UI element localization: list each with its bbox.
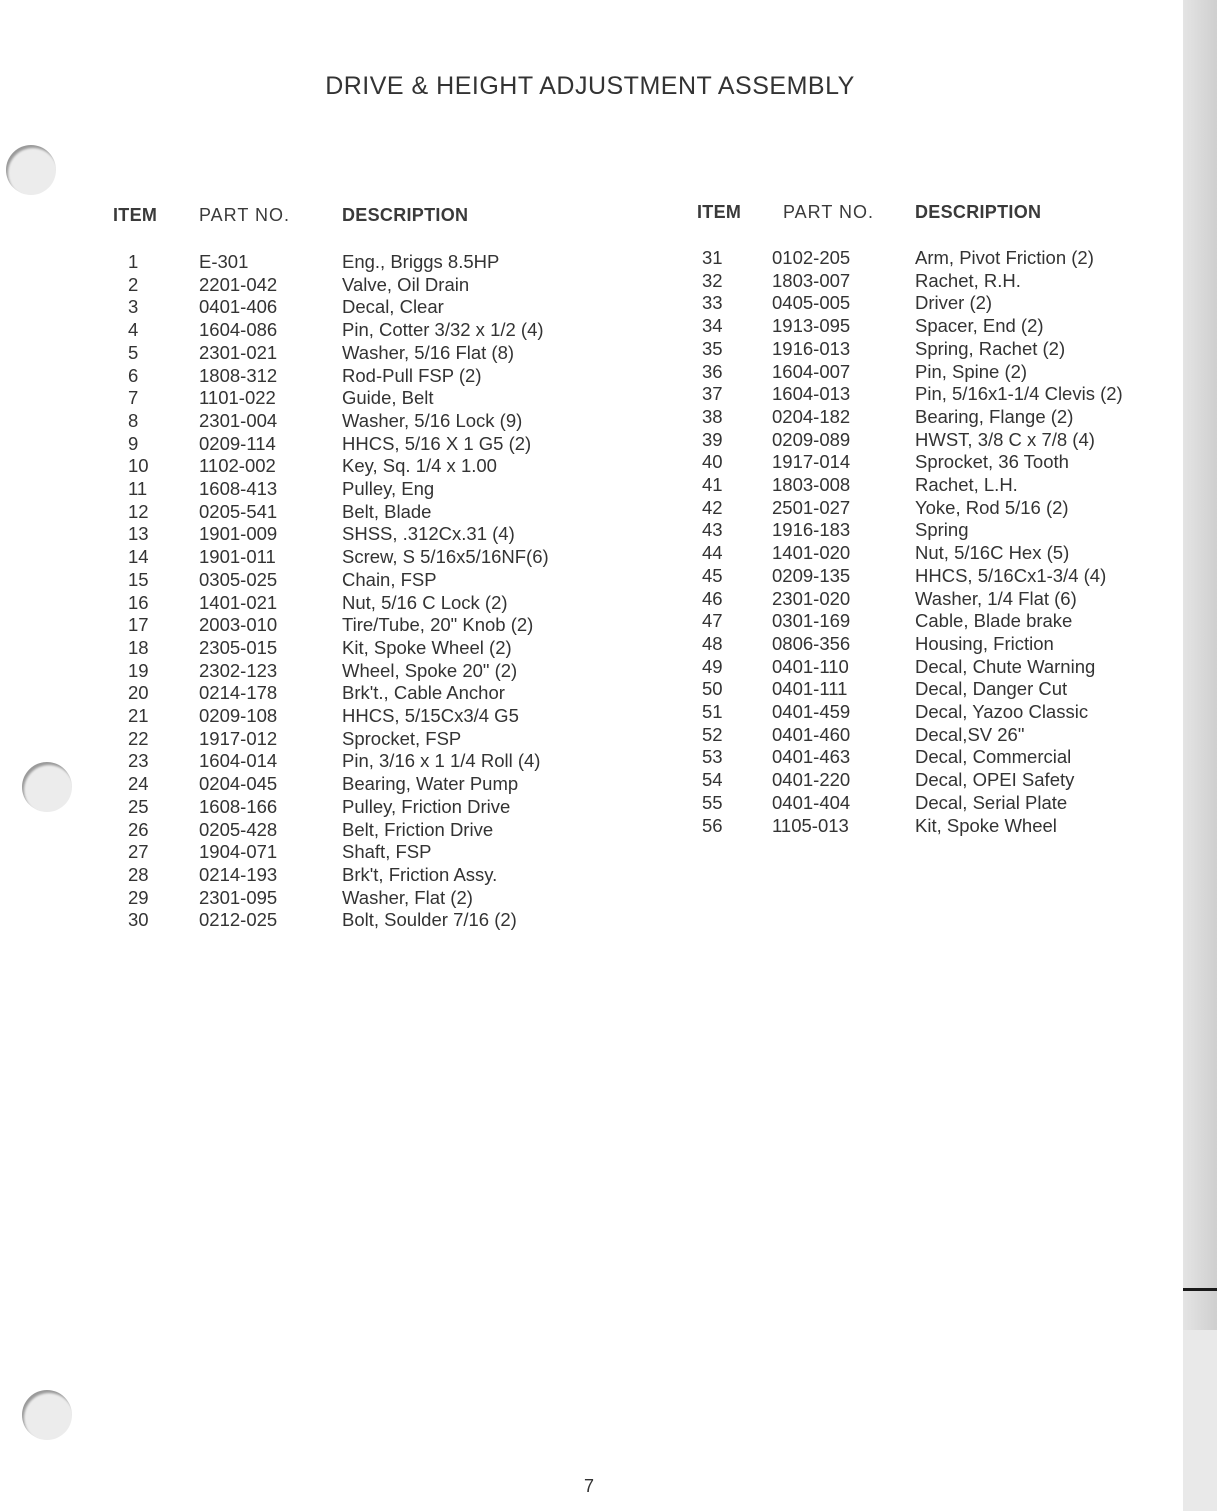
cell-description: Decal, Chute Warning [915, 655, 1096, 677]
table-row [702, 792, 1155, 815]
cell-item: 16 [128, 591, 149, 613]
cell-item: 56 [702, 814, 723, 836]
table-row [128, 796, 582, 819]
cell-item: 28 [128, 863, 149, 885]
table-row [702, 724, 1155, 747]
table-row [128, 387, 582, 410]
cell-part-no: 2003-010 [199, 614, 278, 636]
left-header-description: DESCRIPTION [342, 205, 469, 225]
cell-description: Pulley, Eng [342, 478, 435, 500]
cell-part-no: 0209-135 [772, 564, 851, 586]
page-edge [1183, 0, 1217, 1511]
table-row [128, 342, 582, 365]
cell-description: Decal, OPEI Safety [915, 769, 1075, 791]
cell-part-no: 1808-312 [199, 364, 278, 386]
cell-part-no: 0806-356 [772, 632, 851, 654]
cell-part-no: 1917-012 [199, 727, 278, 749]
cell-item: 32 [702, 269, 723, 291]
parts-table-right [702, 247, 1155, 837]
table-row [702, 588, 1155, 611]
cell-item: 26 [128, 818, 149, 840]
cell-item: 34 [702, 315, 723, 337]
cell-item: 42 [702, 496, 723, 518]
table-row [128, 433, 582, 456]
cell-description: HHCS, 5/15Cx3/4 G5 [342, 705, 519, 727]
cell-description: Chain, FSP [342, 568, 437, 590]
cell-part-no: 2501-027 [772, 496, 851, 518]
cell-item: 52 [702, 723, 723, 745]
cell-part-no: 0401-460 [772, 723, 851, 745]
cell-part-no: 2301-020 [772, 587, 851, 609]
cell-description: Kit, Spoke Wheel (2) [342, 636, 512, 658]
cell-description: Pin, 3/16 x 1 1/4 Roll (4) [342, 750, 541, 772]
cell-description: Pin, Spine (2) [915, 360, 1028, 382]
cell-description: Nut, 5/16C Hex (5) [915, 542, 1070, 564]
cell-item: 19 [128, 659, 149, 681]
cell-part-no: 0205-541 [199, 500, 278, 522]
cell-part-no: 2301-095 [199, 886, 278, 908]
cell-part-no: 0205-428 [199, 818, 278, 840]
table-row [128, 819, 582, 842]
cell-description: Screw, S 5/16x5/16NF(6) [342, 546, 549, 568]
table-row [702, 292, 1155, 315]
cell-description: Spacer, End (2) [915, 315, 1044, 337]
cell-description: Bolt, Soulder 7/16 (2) [342, 909, 517, 931]
cell-description: Rod-Pull FSP (2) [342, 364, 482, 386]
page-edge-line [1183, 1288, 1217, 1291]
cell-description: Spring, Rachet (2) [915, 337, 1066, 359]
cell-item: 53 [702, 746, 723, 768]
cell-part-no: 1608-166 [199, 795, 278, 817]
cell-description: HWST, 3/8 C x 7/8 (4) [915, 428, 1095, 450]
cell-part-no: 1803-008 [772, 474, 851, 496]
cell-item: 24 [128, 773, 149, 795]
cell-description: Rachet, L.H. [915, 474, 1018, 496]
table-row [702, 746, 1155, 769]
cell-description: Decal, Serial Plate [915, 791, 1068, 813]
cell-item: 14 [128, 546, 149, 568]
cell-description: Washer, Flat (2) [342, 886, 473, 908]
cell-part-no: 1917-014 [772, 451, 851, 473]
table-row [128, 365, 582, 388]
cell-item: 48 [702, 632, 723, 654]
left-header-item: ITEM [113, 205, 158, 225]
cell-part-no: 0305-025 [199, 568, 278, 590]
cell-item: 38 [702, 405, 723, 427]
cell-description: Pin, Cotter 3/32 x 1/2 (4) [342, 319, 544, 341]
cell-description: Guide, Belt [342, 387, 434, 409]
page-number: 7 [584, 1476, 595, 1496]
cell-part-no: 1608-413 [199, 478, 278, 500]
cell-part-no: 1916-183 [772, 519, 851, 541]
cell-description: Washer, 1/4 Flat (6) [915, 587, 1077, 609]
table-row [128, 410, 582, 433]
cell-item: 37 [702, 383, 723, 405]
cell-description: Decal,SV 26" [915, 723, 1025, 745]
cell-part-no: 0301-169 [772, 610, 851, 632]
table-row [128, 637, 582, 660]
cell-part-no: 0401-459 [772, 701, 851, 723]
cell-part-no: 2302-123 [199, 659, 278, 681]
right-header-description: DESCRIPTION [915, 202, 1042, 222]
cell-description: Bearing, Water Pump [342, 773, 519, 795]
cell-part-no: 1604-013 [772, 383, 851, 405]
cell-description: HHCS, 5/16Cx1-3/4 (4) [915, 564, 1107, 586]
table-row [702, 519, 1155, 542]
table-row [702, 315, 1155, 338]
cell-part-no: 1604-014 [199, 750, 278, 772]
table-row [128, 614, 582, 637]
cell-part-no: 0214-178 [199, 682, 278, 704]
cell-item: 23 [128, 750, 149, 772]
cell-part-no: 0209-114 [199, 432, 276, 454]
page-title: DRIVE & HEIGHT ADJUSTMENT ASSEMBLY [325, 72, 855, 100]
table-row [128, 773, 582, 796]
cell-description: Key, Sq. 1/4 x 1.00 [342, 455, 497, 477]
cell-item: 6 [128, 364, 139, 386]
cell-description: Pulley, Friction Drive [342, 795, 511, 817]
cell-part-no: 1105-013 [772, 814, 849, 836]
cell-part-no: 1604-007 [772, 360, 851, 382]
table-row [128, 909, 582, 932]
cell-item: 5 [128, 341, 139, 363]
table-row [702, 633, 1155, 656]
cell-part-no: 1901-009 [199, 523, 278, 545]
table-row [702, 701, 1155, 724]
table-row [128, 501, 582, 524]
cell-item: 45 [702, 564, 723, 586]
table-row [128, 274, 582, 297]
cell-item: 33 [702, 292, 723, 314]
table-row [128, 478, 582, 501]
cell-part-no: 2301-004 [199, 409, 278, 431]
cell-part-no: 0214-193 [199, 863, 278, 885]
cell-part-no: 0401-110 [772, 655, 849, 677]
table-row [702, 678, 1155, 701]
cell-part-no: 0401-406 [199, 296, 278, 318]
cell-item: 47 [702, 610, 723, 632]
cell-item: 2 [128, 273, 139, 295]
table-row [702, 451, 1155, 474]
cell-item: 1 [128, 251, 139, 272]
cell-item: 15 [128, 568, 149, 590]
table-row [702, 542, 1155, 565]
cell-item: 49 [702, 655, 723, 677]
table-row [128, 682, 582, 705]
table-row [128, 251, 582, 274]
cell-item: 11 [128, 478, 148, 500]
cell-item: 9 [128, 432, 139, 454]
cell-item: 13 [128, 523, 149, 545]
parts-table-left [128, 251, 582, 932]
cell-part-no: 0102-205 [772, 247, 851, 268]
cell-item: 4 [128, 319, 139, 341]
cell-item: 41 [702, 474, 723, 496]
cell-part-no: 1803-007 [772, 269, 851, 291]
cell-part-no: 1401-021 [199, 591, 278, 613]
table-row [128, 864, 582, 887]
cell-item: 55 [702, 791, 723, 813]
cell-item: 8 [128, 409, 139, 431]
cell-part-no: 1916-013 [772, 337, 851, 359]
cell-description: Pin, 5/16x1-1/4 Clevis (2) [915, 383, 1123, 405]
table-row [128, 296, 582, 319]
cell-part-no: 1904-071 [199, 841, 278, 863]
table-row [702, 361, 1155, 384]
cell-description: Nut, 5/16 C Lock (2) [342, 591, 508, 613]
table-row [128, 887, 582, 910]
table-row [128, 569, 582, 592]
cell-description: Rachet, R.H. [915, 269, 1021, 291]
cell-description: Sprocket, FSP [342, 727, 462, 749]
table-row [702, 769, 1155, 792]
cell-item: 35 [702, 337, 723, 359]
cell-part-no: 0401-463 [772, 746, 851, 768]
table-row [128, 523, 582, 546]
binder-hole-top [6, 145, 56, 195]
cell-item: 30 [128, 909, 149, 931]
cell-part-no: 0401-111 [772, 678, 848, 700]
cell-description: Decal, Yazoo Classic [915, 701, 1089, 723]
cell-part-no: 0401-220 [772, 769, 851, 791]
page-edge-shade [1183, 1330, 1217, 1511]
cell-description: Housing, Friction [915, 632, 1054, 654]
cell-part-no: 0209-108 [199, 705, 278, 727]
cell-description: Washer, 5/16 Lock (9) [342, 409, 523, 431]
cell-description: Sprocket, 36 Tooth [915, 451, 1069, 473]
cell-description: Cable, Blade brake [915, 610, 1073, 632]
cell-item: 12 [128, 500, 149, 522]
cell-item: 46 [702, 587, 723, 609]
cell-item: 20 [128, 682, 149, 704]
cell-part-no: E-301 [199, 251, 249, 272]
table-row [702, 497, 1155, 520]
cell-item: 17 [128, 614, 149, 636]
cell-item: 18 [128, 636, 149, 658]
cell-item: 51 [702, 701, 723, 723]
cell-description: Decal, Commercial [915, 746, 1072, 768]
cell-description: Tire/Tube, 20" Knob (2) [342, 614, 534, 636]
cell-item: 31 [702, 247, 723, 268]
cell-part-no: 1604-086 [199, 319, 278, 341]
cell-item: 7 [128, 387, 139, 409]
table-row [128, 705, 582, 728]
cell-item: 10 [128, 455, 149, 477]
binder-hole-middle [22, 762, 72, 812]
cell-part-no: 0209-089 [772, 428, 851, 450]
table-row [702, 565, 1155, 588]
cell-part-no: 0401-404 [772, 791, 851, 813]
cell-description: Valve, Oil Drain [342, 273, 470, 295]
table-row [702, 656, 1155, 679]
cell-item: 43 [702, 519, 723, 541]
cell-part-no: 2301-021 [199, 341, 278, 363]
cell-description: Decal, Clear [342, 296, 444, 318]
table-row [702, 406, 1155, 429]
cell-part-no: 2201-042 [199, 273, 278, 295]
cell-description: Eng., Briggs 8.5HP [342, 251, 500, 272]
cell-item: 39 [702, 428, 723, 450]
table-row [128, 728, 582, 751]
cell-description: Brk't., Cable Anchor [342, 682, 505, 704]
right-header-part-no: PART NO. [783, 202, 875, 222]
cell-item: 22 [128, 727, 149, 749]
cell-item: 36 [702, 360, 723, 382]
cell-part-no: 1101-022 [199, 387, 276, 409]
cell-item: 3 [128, 296, 139, 318]
cell-description: Belt, Blade [342, 500, 432, 522]
left-header-part-no: PART NO. [199, 205, 291, 225]
table-row [128, 455, 582, 478]
cell-item: 27 [128, 841, 149, 863]
table-row [702, 815, 1155, 838]
table-row [702, 383, 1155, 406]
cell-part-no: 1401-020 [772, 542, 851, 564]
table-row [702, 338, 1155, 361]
cell-description: Wheel, Spoke 20" (2) [342, 659, 518, 681]
table-row [702, 429, 1155, 452]
cell-part-no: 0204-182 [772, 405, 851, 427]
table-row [702, 270, 1155, 293]
cell-part-no: 1901-011 [199, 546, 276, 568]
table-row [702, 247, 1155, 270]
cell-description: Driver (2) [915, 292, 993, 314]
cell-part-no: 1102-002 [199, 455, 276, 477]
cell-item: 21 [128, 705, 149, 727]
cell-description: Kit, Spoke Wheel [915, 814, 1057, 836]
cell-description: Brk't, Friction Assy. [342, 863, 498, 885]
cell-description: Arm, Pivot Friction (2) [915, 247, 1094, 268]
cell-description: Shaft, FSP [342, 841, 432, 863]
cell-item: 50 [702, 678, 723, 700]
cell-description: HHCS, 5/16 X 1 G5 (2) [342, 432, 532, 454]
cell-part-no: 2305-015 [199, 636, 278, 658]
cell-part-no: 0405-005 [772, 292, 851, 314]
cell-part-no: 0204-045 [199, 773, 278, 795]
cell-description: Spring [915, 519, 969, 541]
cell-description: Washer, 5/16 Flat (8) [342, 341, 515, 363]
cell-part-no: 1913-095 [772, 315, 851, 337]
cell-description: Bearing, Flange (2) [915, 405, 1074, 427]
binder-hole-bottom [22, 1390, 72, 1440]
cell-item: 44 [702, 542, 723, 564]
table-row [128, 750, 582, 773]
table-row [128, 660, 582, 683]
table-row [128, 841, 582, 864]
cell-item: 40 [702, 451, 723, 473]
cell-description: Yoke, Rod 5/16 (2) [915, 496, 1069, 518]
cell-description: Belt, Friction Drive [342, 818, 494, 840]
table-row [128, 546, 582, 569]
table-row [128, 319, 582, 342]
table-row [702, 610, 1155, 633]
cell-description: Decal, Danger Cut [915, 678, 1068, 700]
table-row [128, 592, 582, 615]
cell-item: 29 [128, 886, 149, 908]
right-header-item: ITEM [697, 202, 742, 222]
cell-description: SHSS, .312Cx.31 (4) [342, 523, 515, 545]
cell-part-no: 0212-025 [199, 909, 278, 931]
cell-item: 54 [702, 769, 723, 791]
cell-item: 25 [128, 795, 149, 817]
table-row [702, 474, 1155, 497]
